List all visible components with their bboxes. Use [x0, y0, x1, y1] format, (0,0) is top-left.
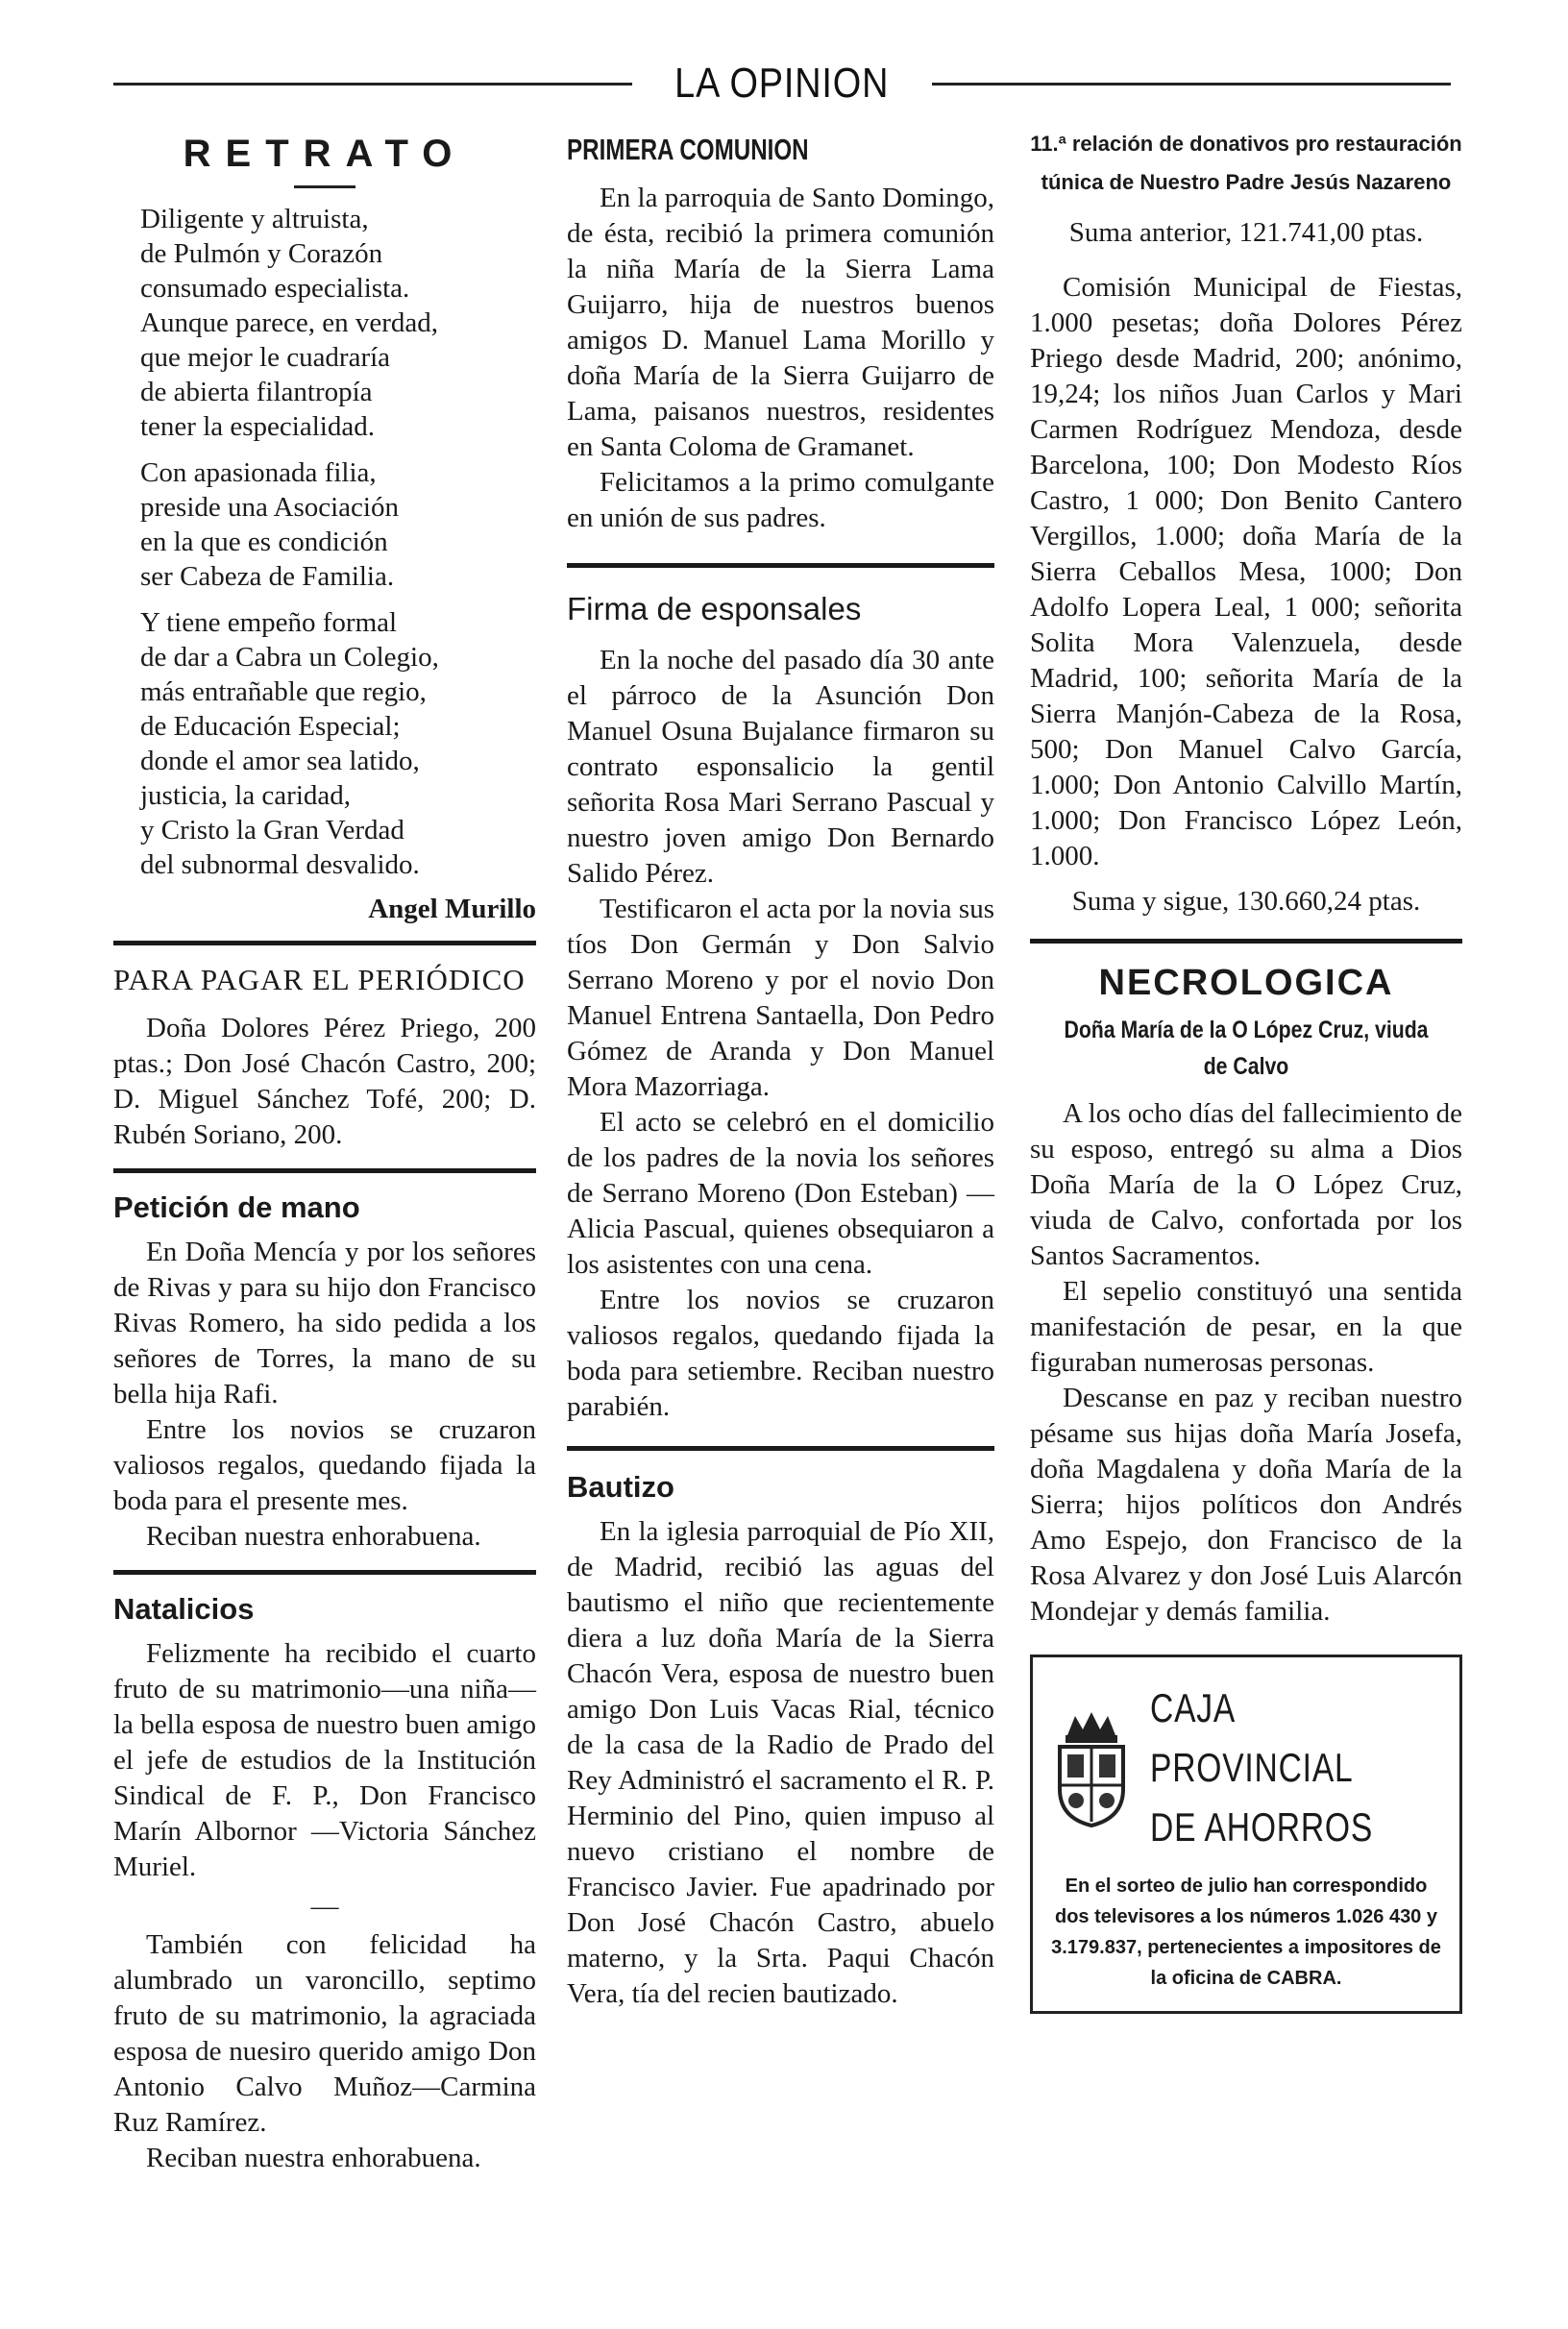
esponsales-paragraph: Entre los novios se cruzaron valiosos regalos, quedando fijada la boda para setiembre. Reciban nuestro parabién. — [567, 1285, 994, 1422]
poem-line: de Educación Especial; — [140, 711, 401, 742]
masthead-rule-right — [932, 83, 1451, 86]
poem-line: Con apasionada filia, — [140, 457, 377, 488]
caja-ahorros-ad — [1030, 1655, 1462, 2014]
retrato-heading: RETRATO — [183, 133, 467, 175]
bautizo-heading: Bautizo — [567, 1470, 674, 1504]
poem-line: donde el amor sea latido, — [140, 746, 420, 776]
necrologica-heading: NECROLOGICA — [1098, 963, 1394, 1003]
poem-line: Y tiene empeño formal — [140, 607, 398, 638]
esponsales-heading: Firma de esponsales — [567, 591, 862, 626]
necrologica-paragraph: Descanse en paz y reciban nuestro pésame sus hijas doña María Josefa, doña Magdalena y doña María de la Sierra; hijos políticos don Andrés Amo Espejo, don Francisco de la Rosa Alvarez y don José Luis Alarcón Mondejar y demás familia. — [1030, 1383, 1462, 1627]
section-divider — [113, 1168, 536, 1173]
column-middle — [567, 125, 994, 2012]
natalicios-divider: — — [310, 1891, 339, 1922]
poem-line: tener la especialidad. — [140, 411, 375, 442]
esponsales-paragraph: Testificaron el acta por la novia sus tíos Don Germán y Don Salvio Serrano Moreno y por el novio Don Manuel Entrena Santaella, Don Pedro Gómez de Aranda y Don Manuel Mora Mazorriaga. — [567, 894, 994, 1102]
poem-line: del subnormal desvalido. — [140, 849, 420, 880]
poem-line: preside una Asociación — [140, 492, 399, 523]
ad-header — [1050, 1679, 1442, 1857]
necrologica-subheading: Doña María de la O López Cruz, viuda de Calvo — [1064, 1017, 1429, 1080]
section-divider — [567, 563, 994, 568]
column-right — [1030, 125, 1462, 2014]
natalicios-paragraph: Reciban nuestra enhorabuena. — [146, 2143, 481, 2173]
poem-stanza — [113, 202, 536, 444]
coat-of-arms-icon — [1050, 1706, 1133, 1829]
retrato-poem — [113, 202, 536, 882]
donativos-suma-sigue: Suma y sigue, 130.660,24 ptas. — [1071, 886, 1421, 917]
section-divider — [1030, 939, 1462, 944]
peticion-paragraph: Reciban nuestra enhorabuena. — [146, 1521, 481, 1552]
section-divider — [113, 1570, 536, 1575]
column-left — [113, 125, 536, 2176]
poem-line: que mejor le cuadraría — [140, 342, 391, 373]
masthead-rule-left — [113, 83, 632, 86]
natalicios-heading: Natalicios — [113, 1592, 255, 1626]
poem-line: de abierta filantropía — [140, 377, 373, 407]
donativos-lista: Comisión Municipal de Fiestas, 1.000 pesetas; doña Dolores Pérez Priego desde Madrid, 200; anónimo, 19,24; los niños Juan Carlos y Mari Carmen Rodríguez Mendoza, desde Barcelona, 100; Don Modesto Ríos Castro, 1 000; Don Benito Cantero Vergillos, 1.000; doña María de la Sierra Ceballos Mesa, 1000; Don Adolfo Lopera Leal, 1 000; señorita Solita Mora Valenzuela, desde Madrid, 100; señorita María de la Sierra Manjón-Cabeza de la Rosa, 500; Don Manuel Calvo García, 1.000; Don Antonio Calvillo Martín, 1.000; Don Francisco López León, 1.000. — [1030, 272, 1462, 871]
pagar-heading: PARA PAGAR EL PERIÓDICO — [113, 963, 526, 996]
section-divider — [567, 1446, 994, 1451]
ad-name-line2: DE AHORROS — [1150, 1804, 1374, 1850]
retrato-signature: Angel Murillo — [368, 894, 536, 924]
donativos-suma-anterior: Suma anterior, 121.741,00 ptas. — [1068, 217, 1424, 248]
poem-line: y Cristo la Gran Verdad — [140, 815, 404, 846]
comunion-paragraph: Felicitamos a la primo comulgante en unión de sus padres. — [567, 467, 994, 533]
natalicios-paragraph: También con felicidad ha alumbrado un varoncillo, septimo fruto de su matrimonio, la agraciada esposa de nuesiro querido amigo Don Antonio Calvo Muñoz—Carmina Ruz Ramírez. — [113, 1929, 536, 2138]
donativos-heading: 11.ª relación de donativos pro restauración túnica de Nuestro Padre Jesús Nazareno — [1030, 132, 1462, 194]
pagar-text: Doña Dolores Pérez Priego, 200 ptas.; Don José Chacón Castro, 200; D. Miguel Sánchez Tofé, 200; D. Rubén Soriano, 200. — [113, 1013, 536, 1150]
poem-line: más entrañable que regio, — [140, 676, 427, 707]
poem-line: justicia, la caridad, — [140, 780, 352, 811]
poem-line: Diligente y altruista, — [140, 204, 369, 234]
necrologica-paragraph: El sepelio constituyó una sentida manifestación de pesar, en la que figuraban numerosas personas. — [1030, 1276, 1462, 1378]
ad-text: En el sorteo de julio han correspondido dos televisores a los números 1.026 430 y 3.179.837, pertenecientes a impositores de la oficina de CABRA. — [1051, 1875, 1441, 1989]
poem-line: ser Cabeza de Familia. — [140, 561, 395, 592]
peticion-paragraph: Entre los novios se cruzaron valiosos regalos, quedando fijada la boda para el presente mes. — [113, 1414, 536, 1516]
natalicios-paragraph: Felizmente ha recibido el cuarto fruto de su matrimonio—una niña—la bella esposa de nuestro buen amigo el jefe de estudios de la Institución Sindical de F. P., Don Francisco Marín Albornor —Victoria Sánchez Muriel. — [113, 1638, 536, 1882]
peticion-heading: Petición de mano — [113, 1190, 360, 1224]
section-divider — [113, 941, 536, 945]
poem-line: de Pulmón y Corazón — [140, 238, 383, 269]
poem-line: consumado especialista. — [140, 273, 410, 304]
masthead-title: LA OPINION — [674, 60, 890, 107]
comunion-heading: PRIMERA COMUNION — [567, 133, 809, 166]
poem-line: en la que es condición — [140, 527, 388, 557]
poem-stanza — [113, 455, 536, 594]
ad-title — [1150, 1679, 1442, 1857]
poem-line: Aunque parece, en verdad, — [140, 307, 438, 338]
retrato-rule — [294, 185, 355, 188]
masthead — [113, 50, 1451, 117]
poem-line: de dar a Cabra un Colegio, — [140, 642, 439, 673]
comunion-paragraph: En la parroquia de Santo Domingo, de ésta, recibió la primera comunión la niña María de la Sierra Lama Guijarro, hija de nuestros buenos amigos D. Manuel Lama Morillo y doña María de la Sierra Guijarro de Lama, paisanos nuestros, residentes en Santa Coloma de Gramanet. — [567, 183, 994, 462]
peticion-paragraph: En Doña Mencía y por los señores de Rivas y para su hijo don Francisco Rivas Romero, ha sido pedida a los señores de Torres, la mano de su bella hija Rafi. — [113, 1237, 536, 1410]
necrologica-paragraph: A los ocho días del fallecimiento de su esposo, entregó su alma a Dios Doña María de la O López Cruz, viuda de Calvo, confortada por los Santos Sacramentos. — [1030, 1098, 1462, 1271]
ad-name-line1: CAJA PROVINCIAL — [1150, 1685, 1354, 1790]
esponsales-paragraph: En la noche del pasado día 30 ante el párroco de la Asunción Don Manuel Osuna Bujalance firmaron su contrato esponsalicio la gentil señorita Rosa Mari Serrano Pascual y nuestro joven amigo Don Bernardo Salido Pérez. — [567, 645, 994, 889]
bautizo-paragraph: En la iglesia parroquial de Pío XII, de Madrid, recibió las aguas del bautismo el niño que recientemente diera a luz doña María de la Sierra Chacón Vera, esposa de nuestro buen amigo Don Luis Vacas Rial, técnico de la casa de la Radio de Prado del Rey Administró el sacramento el R. P. Herminio del Pino, quien impuso al nuevo cristiano el nombre de Francisco Javier. Fue apadrinado por Don José Chacón Castro, abuelo materno, y la Srta. Paqui Chacón Vera, tía del recien bautizado. — [567, 1516, 994, 2009]
esponsales-paragraph: El acto se celebró en el domicilio de los padres de la novia los señores de Serrano Moreno (Don Esteban) —Alicia Pascual, quienes obsequiaron a los asistentes con una cena. — [567, 1107, 994, 1280]
poem-stanza — [113, 605, 536, 882]
